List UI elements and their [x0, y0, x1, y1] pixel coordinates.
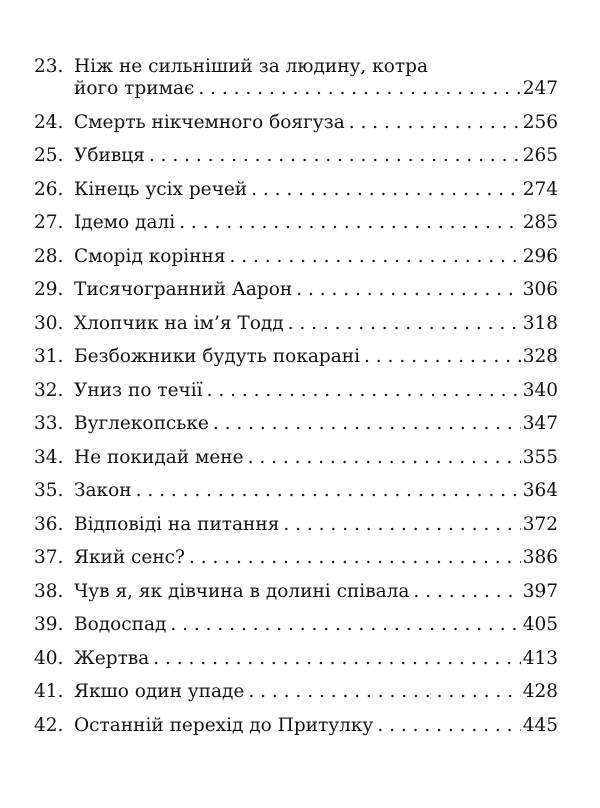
toc-entry [34, 134, 558, 168]
dot-leader [149, 145, 521, 167]
dot-leader [213, 413, 521, 435]
chapter-title: Сморід коріння [74, 245, 226, 267]
toc-entry [34, 670, 558, 704]
chapter-number: 32. [34, 379, 64, 401]
page-number: 372 [522, 513, 558, 535]
page-number: 247 [522, 78, 558, 99]
dot-leader [153, 648, 520, 670]
page-number: 386 [522, 547, 558, 568]
toc-entry [34, 167, 558, 201]
chapter-number: 27. [34, 212, 64, 233]
toc-entry [34, 469, 558, 503]
dot-leader [288, 313, 521, 335]
toc-entry [34, 703, 558, 737]
dot-leader [230, 246, 521, 268]
dot-leader [207, 380, 521, 402]
chapter-number: 30. [34, 312, 64, 334]
dot-leader [377, 715, 520, 737]
page-number: 318 [522, 312, 558, 334]
chapter-title: Останній перехід до Притулку [74, 714, 374, 736]
chapter-title: Безбожники будуть покарані [74, 346, 361, 367]
chapter-number: 39. [34, 614, 64, 635]
chapter-title: Вуглекопське [74, 413, 209, 434]
toc-entry [34, 335, 558, 369]
chapter-title: Униз по течії [74, 379, 203, 401]
page-number: 306 [522, 279, 558, 300]
chapter-number: 28. [34, 245, 64, 267]
dot-leader [179, 212, 521, 234]
page-number: 397 [522, 580, 558, 602]
page-number: 274 [522, 178, 558, 200]
chapter-number: 26. [34, 178, 64, 200]
page-number: 347 [522, 413, 558, 434]
page-number: 364 [522, 480, 558, 501]
toc-entry [34, 502, 558, 536]
dot-leader [198, 78, 520, 100]
toc-entry [34, 636, 558, 670]
toc-entry-line-1 [34, 56, 558, 78]
toc-entry [34, 569, 558, 603]
chapter-number: 41. [34, 681, 64, 702]
toc-entry [34, 301, 558, 335]
page-number: 413 [522, 647, 558, 669]
chapter-title: Тисячогранний Аарон [74, 279, 293, 300]
toc-entry-23 [34, 44, 558, 100]
chapter-number: 37. [34, 547, 64, 568]
toc-entry [34, 268, 558, 302]
page-number: 355 [522, 446, 558, 468]
dot-leader [251, 179, 521, 201]
chapter-number: 36. [34, 513, 64, 535]
dot-leader [248, 681, 520, 703]
chapter-number: 35. [34, 480, 64, 501]
chapter-title: Убивця [74, 145, 145, 166]
chapter-title: Хлопчик на ім’я Тодд [74, 312, 284, 334]
page-number: 445 [522, 714, 558, 736]
chapter-title: Водоспад [74, 614, 167, 635]
chapter-title: Чув я, як дівчина в долині співала [74, 580, 410, 602]
dot-leader [364, 346, 521, 368]
toc-entry [34, 402, 558, 436]
chapter-title-continued: його тримає [74, 78, 195, 99]
page-number: 428 [522, 681, 558, 702]
chapter-number: 25. [34, 145, 64, 166]
toc-entry [34, 234, 558, 268]
page-number: 285 [522, 212, 558, 233]
toc-entry [34, 368, 558, 402]
chapter-title: Закон [74, 480, 132, 501]
chapter-title: Ідемо далі [74, 212, 176, 233]
dot-leader [296, 279, 520, 301]
chapter-number: 24. [34, 111, 64, 133]
chapter-title: Не покидай мене [74, 446, 244, 468]
chapter-title: Смерть нікчемного боягуза [74, 111, 345, 133]
toc-entry [34, 201, 558, 235]
dot-leader [413, 581, 520, 603]
page-number: 296 [522, 245, 558, 267]
chapter-title: Ніж не сильніший за людину, котра [74, 56, 428, 77]
dot-leader [170, 614, 520, 636]
toc-entry [34, 100, 558, 134]
dot-leader [248, 447, 521, 469]
page-number: 328 [522, 346, 558, 367]
toc-entry [34, 435, 558, 469]
chapter-title: Якшо один упаде [74, 681, 245, 702]
toc-entry [34, 603, 558, 637]
dot-leader [283, 514, 520, 536]
chapter-number: 42. [34, 714, 64, 736]
toc-entry-line-2 [34, 78, 558, 100]
page-number: 405 [522, 614, 558, 635]
chapter-number: 31. [34, 346, 64, 367]
chapter-title: Відповіді на питання [74, 513, 280, 535]
page-number: 265 [522, 145, 558, 166]
chapter-number: 33. [34, 413, 64, 434]
page-number: 340 [522, 379, 558, 401]
chapter-number: 34. [34, 446, 64, 468]
chapter-title: Жертва [74, 647, 150, 669]
chapter-number: 40. [34, 647, 64, 669]
dot-leader [136, 480, 521, 502]
dot-leader [189, 547, 521, 569]
table-of-contents [34, 44, 558, 737]
chapter-number: 23. [34, 56, 64, 77]
toc-list [34, 100, 558, 737]
chapter-number: 38. [34, 580, 64, 602]
toc-entry [34, 536, 558, 570]
chapter-number: 29. [34, 279, 64, 300]
dot-leader [349, 112, 521, 134]
chapter-title: Кінець усіх речей [74, 178, 248, 200]
page-number: 256 [522, 111, 558, 133]
chapter-title: Який сенс? [74, 547, 185, 568]
